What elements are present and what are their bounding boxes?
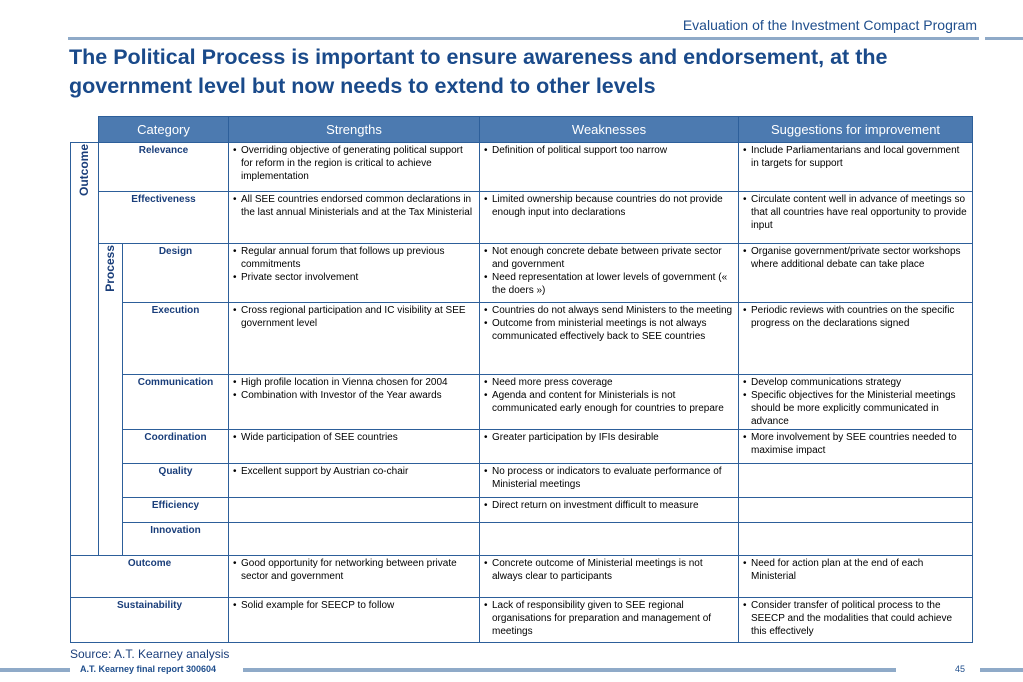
- group-outcome-cell: [71, 143, 99, 556]
- strengths-cell-list: [232, 557, 476, 583]
- suggestions-cell: [739, 598, 973, 643]
- strengths-cell: [229, 244, 480, 303]
- strengths-cell-list: [232, 431, 476, 444]
- bullet-point: • Need representation at lower levels of government (« the doers »): [483, 271, 735, 297]
- table-row: [71, 556, 973, 598]
- category-label: Relevance: [99, 143, 229, 192]
- category-label: Coordination: [123, 430, 229, 464]
- suggestions-cell-list: [742, 557, 969, 583]
- suggestions-cell: [739, 464, 973, 498]
- suggestions-cell-list: [742, 144, 969, 170]
- header-blank: [71, 117, 99, 143]
- bullet-point: • Countries do not always send Ministers to the meeting: [483, 304, 735, 317]
- strengths-cell-list: [232, 144, 476, 183]
- strengths-cell: [229, 598, 480, 643]
- weaknesses-cell-list: [483, 465, 735, 491]
- bullet-point: • Cross regional participation and IC visibility at SEE government level: [232, 304, 476, 330]
- bullet-point: • Excellent support by Austrian co-chair: [232, 465, 476, 478]
- strengths-cell: [229, 375, 480, 430]
- weaknesses-cell: [480, 303, 739, 375]
- category-label: Innovation: [123, 523, 229, 556]
- footer-bar: [980, 668, 1023, 672]
- bullet-point: • Organise government/private sector workshops where additional debate can take place: [742, 245, 969, 271]
- bullet-point: • Circulate content well in advance of meetings so that all countries have real opportunity to provide input: [742, 193, 969, 232]
- weaknesses-cell-list: [483, 376, 735, 415]
- bullet-point: • Consider transfer of political process to the SEECP and the modalities that could achieve this effectively: [742, 599, 969, 638]
- table-row: [71, 430, 973, 464]
- weaknesses-cell-list: [483, 304, 735, 343]
- suggestions-cell-list: [742, 599, 969, 638]
- bullet-point: • Good opportunity for networking between private sector and government: [232, 557, 476, 583]
- suggestions-cell-list: [742, 376, 969, 428]
- table-row: [71, 375, 973, 430]
- strengths-cell-list: [232, 245, 476, 284]
- column-header-weaknesses: Weaknesses: [480, 117, 739, 143]
- suggestions-cell: [739, 375, 973, 430]
- weaknesses-cell: [480, 375, 739, 430]
- suggestions-cell-list: [742, 193, 969, 232]
- page-number: 45: [955, 664, 966, 674]
- bullet-point: • Combination with Investor of the Year awards: [232, 389, 476, 402]
- weaknesses-cell: [480, 556, 739, 598]
- bullet-point: • All SEE countries endorsed common declarations in the last annual Ministerials and at the Tax Ministerial: [232, 193, 476, 219]
- table-row: [71, 464, 973, 498]
- strengths-cell: [229, 556, 480, 598]
- bullet-point: • Outcome from ministerial meetings is not always communicated effectively back to SEE countries: [483, 317, 735, 343]
- bullet-point: • Lack of responsibility given to SEE regional organisations for preparation and management of meetings: [483, 599, 735, 638]
- weaknesses-cell: [480, 244, 739, 303]
- table-row: [71, 244, 973, 303]
- bullet-point: • Overriding objective of generating political support for reform in the region is critical to achieve implementation: [232, 144, 476, 183]
- footer-report-label: A.T. Kearney final report 300604: [80, 664, 217, 674]
- table-row: [71, 143, 973, 192]
- suggestions-cell: [739, 523, 973, 556]
- strengths-cell-list: [232, 465, 476, 478]
- weaknesses-cell-list: [483, 144, 735, 157]
- header-divider-end: [985, 37, 1023, 40]
- bullet-point: • Periodic reviews with countries on the specific progress on the declarations signed: [742, 304, 969, 330]
- footer-bar: [243, 668, 896, 672]
- group-process-cell: [99, 244, 123, 556]
- suggestions-cell-list: [742, 304, 969, 330]
- category-label: Sustainability: [71, 598, 229, 643]
- bullet-point: • Solid example for SEECP to follow: [232, 599, 476, 612]
- header-title: Evaluation of the Investment Compact Program: [682, 17, 977, 33]
- weaknesses-cell-list: [483, 557, 735, 583]
- weaknesses-cell: [480, 192, 739, 244]
- suggestions-cell-list: [742, 245, 969, 271]
- weaknesses-cell: [480, 464, 739, 498]
- header-divider: [68, 37, 979, 40]
- table-row: [71, 523, 973, 556]
- bullet-point: • Regular annual forum that follows up previous commitments: [232, 245, 476, 271]
- column-header-suggestions: Suggestions for improvement: [739, 117, 973, 143]
- bullet-point: • Concrete outcome of Ministerial meetings is not always clear to participants: [483, 557, 735, 583]
- strengths-cell-list: [232, 376, 476, 402]
- bullet-point: • Greater participation by IFIs desirable: [483, 431, 735, 444]
- weaknesses-cell: [480, 598, 739, 643]
- table-row: [71, 498, 973, 523]
- slide-title: The Political Process is important to ensure awareness and endorsement, at the government level but now needs to extend to other levels: [69, 45, 888, 98]
- table-row: [71, 192, 973, 244]
- weaknesses-cell: [480, 430, 739, 464]
- footer-bar: [0, 668, 70, 672]
- bullet-point: • High profile location in Vienna chosen for 2004: [232, 376, 476, 389]
- bullet-point: • Need more press coverage: [483, 376, 735, 389]
- bullet-point: • Definition of political support too narrow: [483, 144, 735, 157]
- bullet-point: • No process or indicators to evaluate performance of Ministerial meetings: [483, 465, 735, 491]
- weaknesses-cell: [480, 498, 739, 523]
- table-row: [71, 598, 973, 643]
- evaluation-table: [70, 116, 973, 643]
- bullet-point: • Develop communications strategy: [742, 376, 969, 389]
- weaknesses-cell-list: [483, 599, 735, 638]
- suggestions-cell: [739, 143, 973, 192]
- strengths-cell: [229, 523, 480, 556]
- category-label: Execution: [123, 303, 229, 375]
- strengths-cell: [229, 192, 480, 244]
- suggestions-cell: [739, 192, 973, 244]
- weaknesses-cell-list: [483, 193, 735, 219]
- column-header-category: Category: [99, 117, 229, 143]
- category-label: Quality: [123, 464, 229, 498]
- category-label: Outcome: [71, 556, 229, 598]
- suggestions-cell: [739, 244, 973, 303]
- suggestions-cell: [739, 430, 973, 464]
- strengths-cell: [229, 143, 480, 192]
- bullet-point: • Specific objectives for the Ministerial meetings should be more explicitly communicated in advance: [742, 389, 969, 428]
- strengths-cell: [229, 303, 480, 375]
- table-header-row: [71, 117, 973, 143]
- bullet-point: • Agenda and content for Ministerials is not communicated early enough for countries to prepare: [483, 389, 735, 415]
- strengths-cell-list: [232, 193, 476, 219]
- suggestions-cell: [739, 556, 973, 598]
- bullet-point: • Direct return on investment difficult to measure: [483, 499, 735, 512]
- bullet-point: • More involvement by SEE countries needed to maximise impact: [742, 431, 969, 457]
- bullet-point: • Include Parliamentarians and local government in targets for support: [742, 144, 969, 170]
- bullet-point: • Private sector involvement: [232, 271, 476, 284]
- column-header-strengths: Strengths: [229, 117, 480, 143]
- strengths-cell-list: [232, 599, 476, 612]
- group-outcome-label: Outcome: [77, 144, 91, 197]
- strengths-cell: [229, 430, 480, 464]
- weaknesses-cell-list: [483, 245, 735, 297]
- category-label: Efficiency: [123, 498, 229, 523]
- group-process-label: Process: [103, 245, 117, 292]
- suggestions-cell: [739, 303, 973, 375]
- category-label: Design: [123, 244, 229, 303]
- strengths-cell: [229, 464, 480, 498]
- strengths-cell-list: [232, 304, 476, 330]
- weaknesses-cell-list: [483, 431, 735, 444]
- bullet-point: • Not enough concrete debate between private sector and government: [483, 245, 735, 271]
- weaknesses-cell: [480, 523, 739, 556]
- category-label: Effectiveness: [99, 192, 229, 244]
- suggestions-cell-list: [742, 431, 969, 457]
- suggestions-cell: [739, 498, 973, 523]
- source-note: Source: A.T. Kearney analysis: [70, 647, 230, 661]
- bullet-point: • Wide participation of SEE countries: [232, 431, 476, 444]
- table-row: [71, 303, 973, 375]
- bullet-point: • Limited ownership because countries do not provide enough input into declarations: [483, 193, 735, 219]
- bullet-point: • Need for action plan at the end of each Ministerial: [742, 557, 969, 583]
- weaknesses-cell: [480, 143, 739, 192]
- strengths-cell: [229, 498, 480, 523]
- category-label: Communication: [123, 375, 229, 430]
- weaknesses-cell-list: [483, 499, 735, 512]
